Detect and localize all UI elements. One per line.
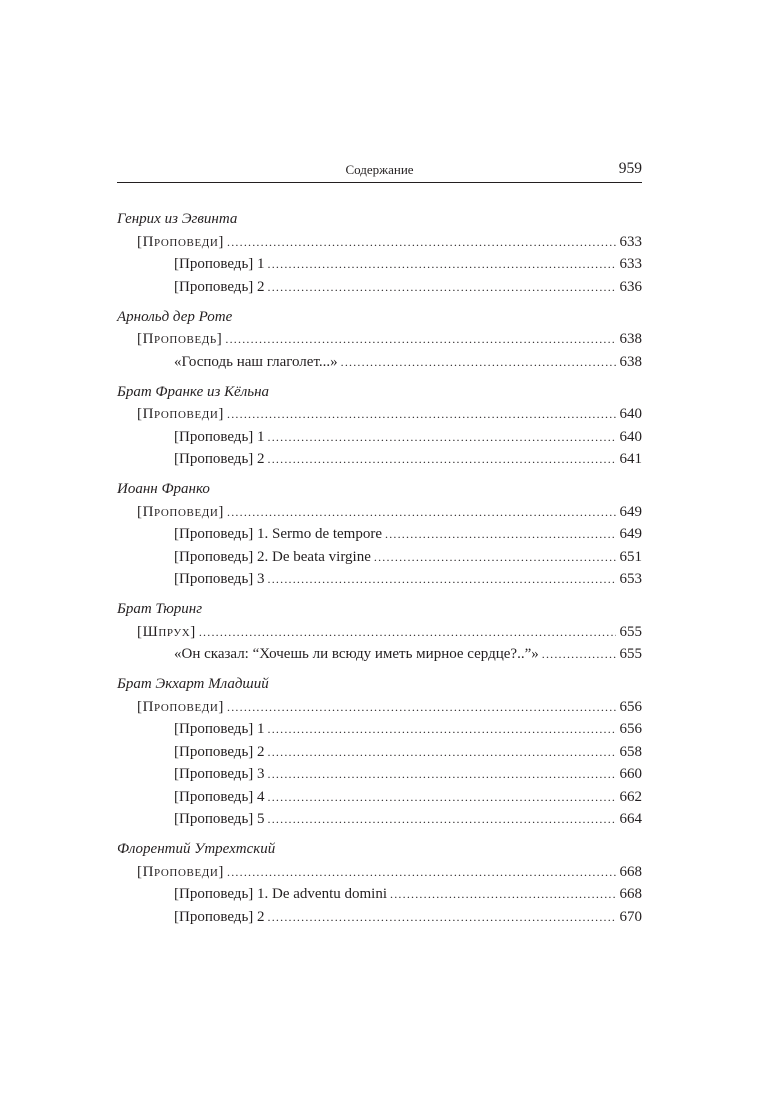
section-author-heading: Флорентий Утрехтский [117, 841, 276, 857]
toc-entry-label: [Проповеди] [137, 406, 225, 422]
toc-entry[interactable] [117, 546, 642, 569]
dot-leader [268, 253, 616, 276]
dot-leader [268, 568, 616, 591]
dot-leader [268, 786, 616, 809]
toc-entry-page: 638 [619, 331, 642, 347]
dot-leader [227, 403, 615, 426]
toc-entry-page: 640 [619, 428, 642, 445]
dot-leader [199, 621, 616, 644]
dot-leader [374, 546, 616, 569]
toc-entry-page: 649 [619, 503, 642, 520]
toc-entry[interactable] [117, 763, 642, 786]
toc-entry-label: [Шпрух] [137, 623, 196, 640]
toc-entry-page: 660 [619, 766, 642, 782]
toc-entry[interactable] [117, 883, 642, 906]
running-header [117, 160, 642, 182]
toc-entry-page: 633 [619, 233, 642, 250]
toc-entry[interactable] [117, 568, 642, 591]
toc-entry[interactable] [117, 696, 642, 719]
toc-entry-label: [Проповедь] 1. De adventu domini [174, 886, 388, 902]
toc-entry-page: 638 [619, 353, 642, 370]
dot-leader [268, 276, 616, 299]
toc-entry-label: [Проповедь] 2 [174, 908, 265, 925]
toc-entry-label: [Проповедь] 2 [174, 743, 265, 760]
toc-entry-page: 670 [619, 908, 642, 925]
page-number: 959 [618, 160, 642, 177]
toc-entry-label: [Проповедь] 1 [174, 256, 265, 272]
toc-entry-page: 658 [619, 743, 642, 760]
toc-entry-label: [Проповеди] [137, 233, 225, 250]
toc-entry-page: 641 [619, 451, 642, 467]
toc-entry[interactable] [117, 621, 642, 644]
toc-entry-label: [Проповедь] 2 [174, 278, 265, 295]
toc-entry-page: 664 [619, 811, 642, 827]
section-author-heading: Арнольд дер Роте [117, 308, 233, 325]
toc-section [117, 673, 642, 831]
toc-entry[interactable] [117, 426, 642, 449]
dot-leader [227, 501, 615, 524]
table-of-contents [117, 208, 642, 936]
toc-entry-label: [Проповедь] 5 [174, 811, 265, 827]
toc-entry[interactable] [117, 351, 642, 374]
toc-entry-label: [Проповедь] 3 [174, 766, 265, 782]
toc-entry[interactable] [117, 718, 642, 741]
section-author-heading: Иоанн Франко [117, 481, 210, 497]
dot-leader [268, 763, 616, 786]
toc-entry-label: [Проповеди] [137, 863, 225, 880]
dot-leader [227, 696, 615, 719]
toc-entry[interactable] [117, 448, 642, 471]
toc-entry[interactable] [117, 403, 642, 426]
toc-entry-label: [Проповедь] 2. De beata virgine [174, 548, 371, 565]
toc-entry[interactable] [117, 808, 642, 831]
dot-leader [268, 718, 616, 741]
toc-entry[interactable] [117, 501, 642, 524]
toc-entry-page: 653 [619, 571, 642, 587]
dot-leader [268, 426, 616, 449]
toc-entry-page: 668 [619, 886, 642, 902]
toc-entry-label: [Проповеди] [137, 698, 225, 715]
toc-entry-page: 640 [619, 406, 642, 422]
toc-entry-label: [Проповеди] [137, 503, 225, 520]
header-rule [117, 182, 642, 183]
toc-entry-page: 655 [619, 623, 642, 640]
dot-leader [227, 231, 615, 254]
toc-entry-page: 668 [619, 863, 642, 880]
toc-entry-page: 662 [619, 788, 642, 805]
toc-entry[interactable] [117, 231, 642, 254]
dot-leader [268, 808, 616, 831]
dot-leader [390, 883, 615, 906]
toc-entry-label: «Он сказал: “Хочешь ли всюду иметь мирное сердце?..”» [174, 646, 539, 662]
dot-leader [227, 861, 615, 884]
toc-entry[interactable] [117, 741, 642, 764]
toc-entry-page: 633 [619, 256, 642, 272]
toc-section [117, 306, 642, 374]
toc-entry[interactable] [117, 328, 642, 351]
running-header-title: Содержание [345, 162, 414, 177]
toc-entry-page: 655 [619, 646, 642, 662]
toc-entry-page: 656 [619, 721, 642, 737]
toc-entry-page: 649 [619, 526, 642, 542]
toc-entry-page: 651 [619, 548, 642, 565]
toc-entry-label: [Проповедь] [137, 331, 223, 347]
toc-entry-label: [Проповедь] 1 [174, 428, 265, 445]
toc-entry-label: «Господь наш глаголет...» [174, 353, 338, 370]
dot-leader [268, 906, 616, 929]
dot-leader [268, 448, 616, 471]
section-author-heading: Генрих из Эгвинта [117, 211, 238, 227]
toc-entry[interactable] [117, 786, 642, 809]
toc-entry-label: [Проповедь] 3 [174, 571, 265, 587]
toc-entry-label: [Проповедь] 2 [174, 451, 265, 467]
toc-entry-label: [Проповедь] 1. Sermo de tempore [174, 526, 382, 542]
dot-leader [385, 523, 616, 546]
section-author-heading: Брат Франке из Кёльна [117, 383, 270, 400]
section-author-heading: Брат Экхарт Младший [117, 676, 269, 692]
toc-section [117, 478, 642, 591]
dot-leader [542, 643, 616, 666]
section-author-heading: Брат Тюринг [117, 601, 203, 617]
dot-leader [268, 741, 616, 764]
toc-entry-page: 636 [619, 278, 642, 295]
toc-section [117, 598, 642, 666]
dot-leader [225, 328, 615, 351]
dot-leader [341, 351, 616, 374]
toc-entry-label: [Проповедь] 1 [174, 721, 265, 737]
toc-entry-page: 656 [619, 698, 642, 715]
toc-section [117, 208, 642, 298]
toc-entry[interactable] [117, 276, 642, 299]
toc-entry[interactable] [117, 906, 642, 929]
toc-entry[interactable] [117, 643, 642, 666]
toc-entry[interactable] [117, 861, 642, 884]
toc-entry[interactable] [117, 523, 642, 546]
toc-section [117, 381, 642, 471]
toc-section [117, 838, 642, 928]
toc-entry-label: [Проповедь] 4 [174, 788, 265, 805]
toc-entry[interactable] [117, 253, 642, 276]
